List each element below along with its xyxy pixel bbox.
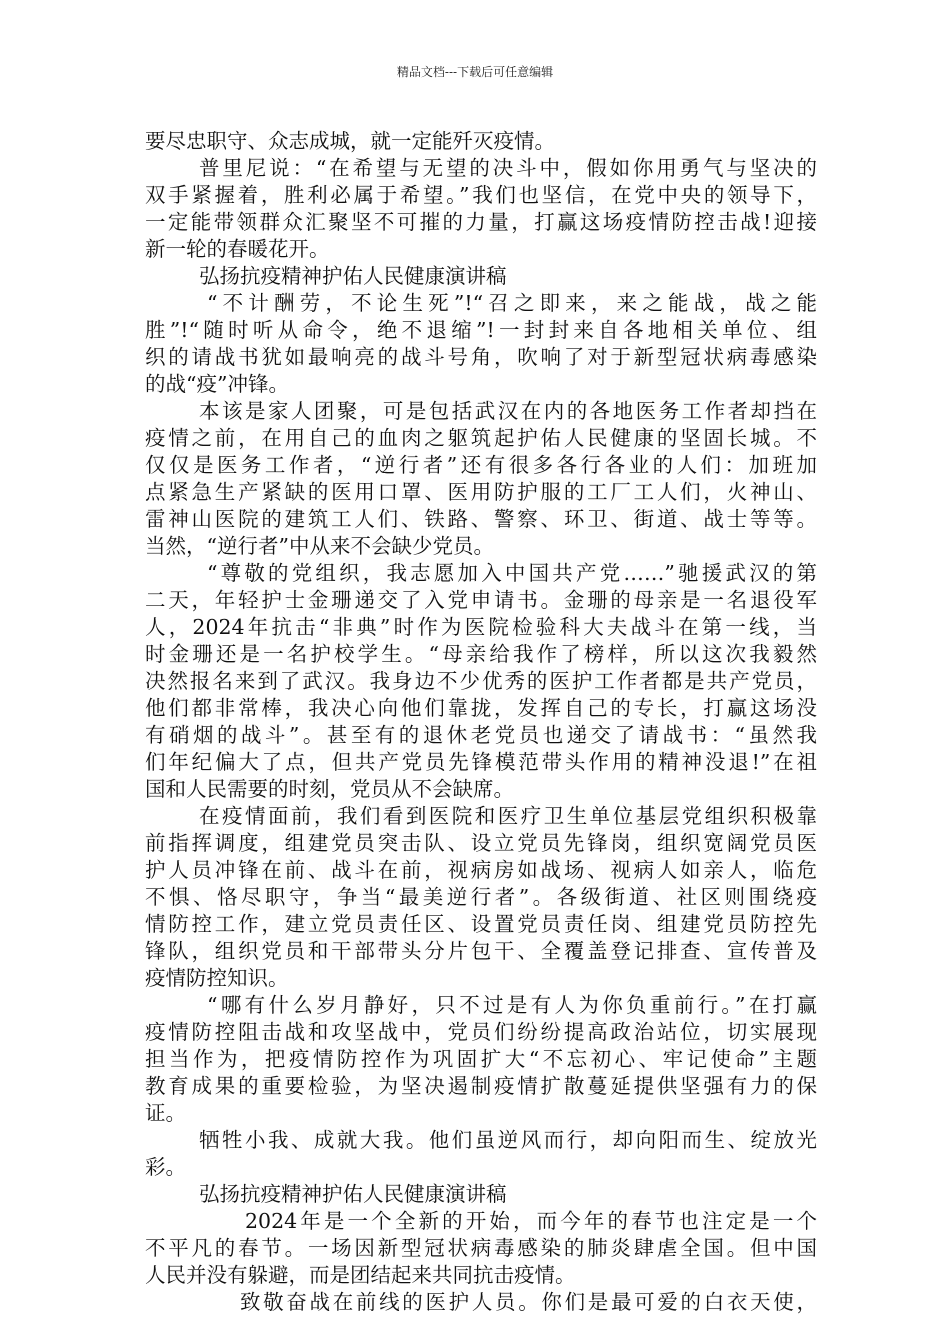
document-body <box>145 128 817 1316</box>
text-line: 致敬奋战在前线的医护人员。你们是最可爱的白衣天使， <box>240 1290 817 1314</box>
text-line: 普里尼说：“在希望与无望的决斗中，假如你用勇气与坚决的 <box>199 156 817 180</box>
text-line: 疫情防控知识。 <box>145 966 289 990</box>
text-line: 仅仅是医务工作者，“逆行者”还有很多各行各业的人们：加班加 <box>145 453 817 477</box>
text-line: 点紧急生产紧缺的医用口罩、医用防护服的工厂工人们，火神山、 <box>145 480 817 504</box>
text-line: 担当作为，把疫情防控作为巩固扩大“不忘初心、牢记使命”主题 <box>145 1047 817 1071</box>
text-line: 们年纪偏大了点，但共产党员先锋模范带头作用的精神没退!”在祖 <box>145 750 817 774</box>
text-line: 决然报名来到了武汉。我身边不少优秀的医护工作者都是共产党员， <box>145 669 817 693</box>
text-line: 要尽忠职守、众志成城，就一定能歼灭疫情。 <box>145 129 555 153</box>
text-line: 锋队，组织党员和干部带头分片包干、全覆盖登记排查、宣传普及 <box>145 939 817 963</box>
text-line: 本该是家人团聚，可是包括武汉在内的各地医务工作者却挡在 <box>199 399 817 423</box>
text-line: 二天，年轻护士金珊递交了入党申请书。金珊的母亲是一名退役军 <box>145 588 817 612</box>
text-line: 胜”!“随时听从命令，绝不退缩”!一封封来自各地相关单位、组 <box>145 318 817 342</box>
text-line: 时金珊还是一名护校学生。“母亲给我作了榜样，所以这次我毅然 <box>145 642 817 666</box>
text-line: 织的请战书犹如最响亮的战斗号角，吹响了对于新型冠状病毒感染 <box>145 345 817 369</box>
text-line: 在疫情面前，我们看到医院和医疗卫生单位基层党组织积极靠 <box>199 804 817 828</box>
text-line: 2024年是一个全新的开始，而今年的春节也注定是一个 <box>245 1209 817 1233</box>
text-line: “尊敬的党组织，我志愿加入中国共产党……”驰援武汉的第 <box>207 561 817 585</box>
text-line: 的战“疫”冲锋。 <box>145 372 289 396</box>
text-line: 新一轮的春暖花开。 <box>145 237 330 261</box>
text-line: 证。 <box>145 1101 186 1125</box>
text-line: 当然，“逆行者”中从来不会缺少党员。 <box>145 534 494 558</box>
text-line: 情防控工作，建立党员责任区、设置党员责任岗、组建党员防控先 <box>145 912 817 936</box>
text-line: 有硝烟的战斗”。甚至有的退休老党员也递交了请战书：“虽然我 <box>145 723 817 747</box>
text-line: 一定能带领群众汇聚坚不可摧的力量，打赢这场疫情防控击战!迎接 <box>145 210 817 234</box>
text-line: 雷神山医院的建筑工人们、铁路、警察、环卫、街道、战士等等。 <box>145 507 817 531</box>
text-line: 彩。 <box>145 1155 186 1179</box>
section-heading: 弘扬抗疫精神护佑人民健康演讲稿 <box>199 264 507 288</box>
text-line: 国和人民需要的时刻，党员从不会缺席。 <box>145 777 514 801</box>
text-line: 疫情之前，在用自己的血肉之躯筑起护佑人民健康的坚固长城。不 <box>145 426 817 450</box>
text-line: “哪有什么岁月静好，只不过是有人为你负重前行。”在打赢 <box>207 993 817 1017</box>
page-header: 精品文档---下载后可任意编辑 <box>396 65 554 79</box>
text-line: 他们都非常棒，我决心向他们靠拢，发挥自己的专长，打赢这场没 <box>145 696 817 720</box>
text-line: 双手紧握着，胜利必属于希望。”我们也坚信，在党中央的领导下， <box>145 183 817 207</box>
text-line: 人民并没有躲避，而是团结起来共同抗击疫情。 <box>145 1263 576 1287</box>
text-line: 不惧、恪尽职守，争当“最美逆行者”。各级街道、社区则围绕疫 <box>145 885 817 909</box>
text-line: 前指挥调度，组建党员突击队、设立党员先锋岗，组织宽阔党员医 <box>145 831 817 855</box>
text-line: “不计酬劳，不论生死”!“召之即来，来之能战，战之能 <box>207 291 817 315</box>
text-line: 牺牲小我、成就大我。他们虽逆风而行，却向阳而生、绽放光 <box>199 1128 817 1152</box>
text-line: 教育成果的重要检验，为坚决遏制疫情扩散蔓延提供坚强有力的保 <box>145 1074 817 1098</box>
text-line: 护人员冲锋在前、战斗在前，视病房如战场、视病人如亲人，临危 <box>145 858 817 882</box>
text-line: 疫情防控阻击战和攻坚战中，党员们纷纷提高政治站位，切实展现 <box>145 1020 817 1044</box>
section-heading: 弘扬抗疫精神护佑人民健康演讲稿 <box>199 1182 507 1206</box>
text-line: 不平凡的春节。一场因新型冠状病毒感染的肺炎肆虐全国。但中国 <box>145 1236 817 1260</box>
text-line: 人，2024年抗击“非典”时作为医院检验科大夫战斗在第一线，当 <box>145 615 817 639</box>
